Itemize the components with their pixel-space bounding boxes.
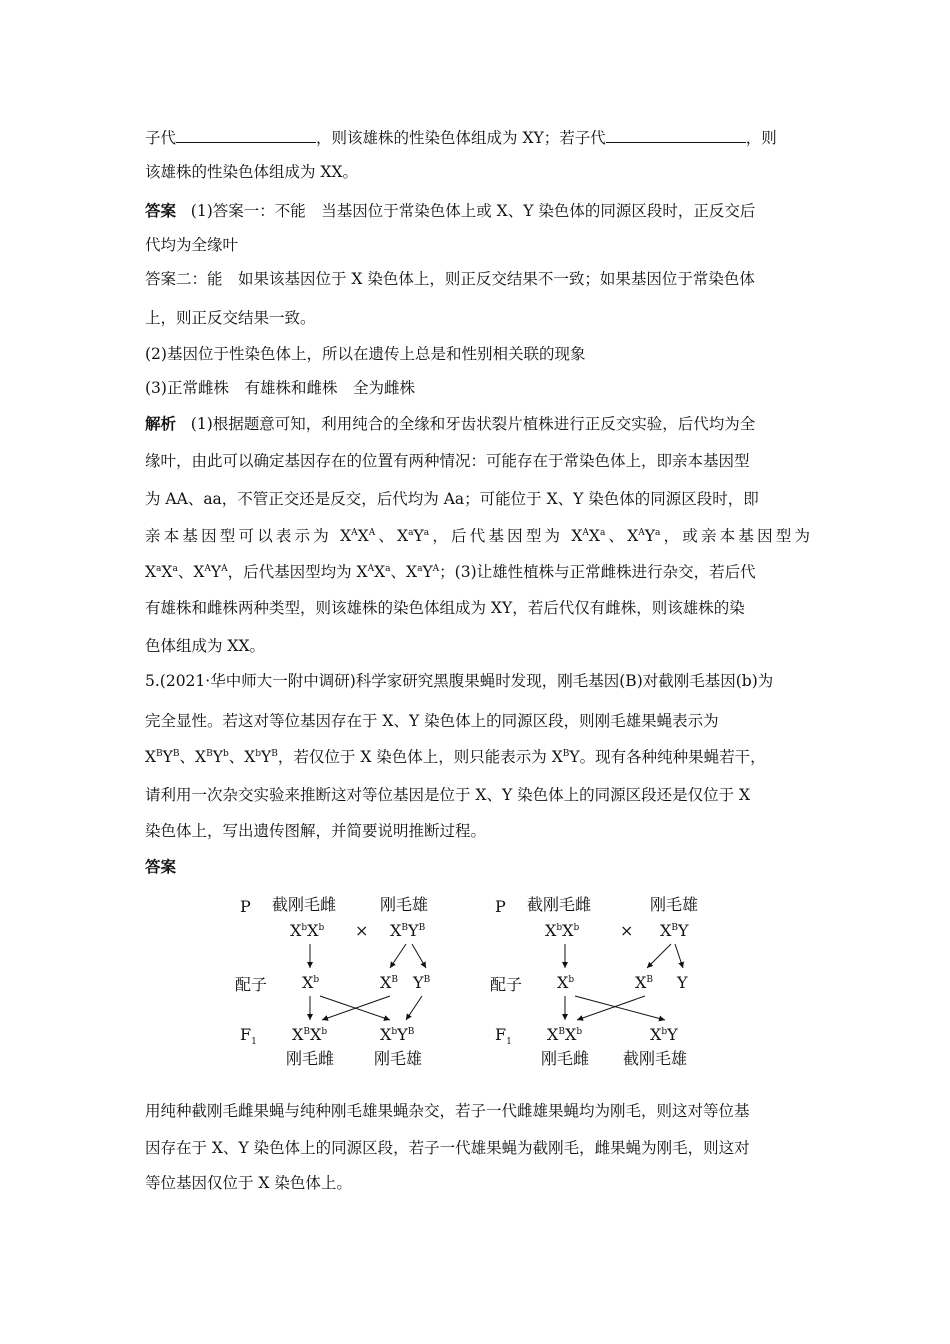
q5-line-3: $X^BY^B$、$X^BY^b$、$X^bY^B$，若仅位于 X 染色体上，则只能表示为 $X^BY$。现有各种纯种果蝇若干， [145,748,766,766]
q4-line-1 [145,127,810,149]
female-genotype: $X^bX^b$ [290,921,325,940]
analysis-line-6: 有雄株和雌株两种类型，则该雄株的染色体组成为 XY，若后代仅有雌株，则该雄株的染 [145,599,745,617]
f1-label: $F_1$ [495,1025,512,1047]
answer-line-5: (2)基因位于性染色体上，所以在遗传上总是和性别相关联的现象 [145,345,586,363]
p-label: P [240,897,251,916]
analysis-line-3: 为 AA、aa，不管正交还是反交，后代均为 Aa；可能位于 X、Y 染色体的同源区段时，即 [145,490,759,508]
gamete-male-y: Y [677,973,688,992]
f1-label: $F_1$ [240,1025,257,1047]
answer2-line-2: 因存在于 X、Y 染色体上的同源区段，若子一代雄果蝇为截刚毛，雌果蝇为刚毛，则这对 [145,1139,750,1157]
analysis-line-7: 色体组成为 XX。 [145,637,265,655]
cross-symbol: × [355,921,369,940]
q5-line-4: 请利用一次杂交实验来推断这对等位基因是位于 X、Y 染色体上的同源区段还是仅位于 X [145,786,751,804]
f1-female-phenotype: 刚毛雌 [541,1049,590,1068]
gamete-label: 配子 [490,975,523,994]
gamete-female: $X^b$ [302,973,320,992]
p-label: P [495,897,506,916]
answer-text: (1)答案一：不能 当基因位于常染色体上或 X、Y 染色体的同源区段时，正反交后 [190,202,756,220]
male-parent-label: 刚毛雄 [380,895,429,914]
f1-male-phenotype: 刚毛雄 [374,1049,423,1068]
left-cross-diagram [235,895,431,1068]
q4-text: 子代 [145,129,177,147]
answer-blank-1 [176,128,316,143]
answer-line-3: 答案二：能 如果该基因位于 X 染色体上，则正反交结果不一致；如果基因位于常染色体 [145,270,755,288]
answer-label: 答案 [145,201,177,220]
f1-female-genotype: $X^BX^b$ [547,1025,583,1044]
f1-male-genotype: $X^bY^B$ [380,1025,415,1044]
right-cross-diagram [490,895,698,1068]
gamete-male-y: $Y^B$ [413,973,431,992]
genetic-cross-diagram [230,888,750,1078]
answer-line-4: 上，则正反交结果一致。 [145,309,316,327]
answer-line-6: (3)正常雌株 有雄株和雌株 全为雌株 [145,379,415,397]
q5-line-5: 染色体上，写出遗传图解，并简要说明推断过程。 [145,822,487,840]
answer2-line-3: 等位基因仅位于 X 染色体上。 [145,1174,352,1192]
analysis-line-2: 缘叶，由此可以确定基因存在的位置有两种情况：可能存在于常染色体上，即亲本基因型 [145,452,750,470]
answer-blank-2 [606,128,746,143]
answer2-line-1: 用纯种截刚毛雌果蝇与纯种刚毛雄果蝇杂交，若子一代雌雄果蝇均为刚毛，则这对等位基 [145,1102,750,1120]
gamete-male-x: $X^B$ [380,973,399,992]
female-genotype: $X^bX^b$ [545,921,580,940]
cross-symbol: × [620,921,634,940]
f1-female-genotype: $X^BX^b$ [292,1025,328,1044]
q4-text: ，则该雄株的性染色体组成为 XY；若子代 [316,129,606,147]
analysis-line-4: 亲本基因型可以表示为 $X^AX^A$、$X^aY^a$，后代基因型为 $X^AX^a$、$X^AY^a$，或亲本基因型为 [145,527,810,545]
q4-line-2: 该雄株的性染色体组成为 XX。 [145,163,358,181]
q5-line-2: 完全显性。若这对等位基因存在于 X、Y 染色体上的同源区段，则刚毛雄果蝇表示为 [145,712,719,730]
f1-male-genotype: $X^bY$ [650,1025,678,1044]
analysis-label: 解析 [145,414,177,433]
female-parent-label: 截刚毛雌 [272,895,337,914]
analysis-text: (1)根据题意可知，利用纯合的全缘和牙齿状裂片植株进行正反交实验，后代均为全 [190,415,756,433]
answer-line-1 [145,200,810,222]
analysis-line-5: $X^aX^a$、$X^AY^A$，后代基因型均为 $X^AX^a$、$X^aY^A$；(3)让雄性植株与正常雌株进行杂交，若后代 [145,563,756,581]
analysis-line-1 [145,413,810,435]
q5-line-1: 5.(2021·华中师大一附中调研)科学家研究黑腹果蝇时发现，刚毛基因(B)对截刚毛基因(b)为 [145,672,774,690]
f1-female-phenotype: 刚毛雌 [286,1049,335,1068]
answer-line-2: 代均为全缘叶 [145,236,239,254]
answer2-label: 答案 [145,857,177,876]
male-parent-label: 刚毛雄 [650,895,699,914]
female-parent-label: 截刚毛雌 [527,895,592,914]
male-genotype: $X^BY$ [660,921,689,940]
f1-male-phenotype: 截刚毛雄 [623,1049,688,1068]
gamete-label: 配子 [235,975,268,994]
gamete-female: $X^b$ [557,973,575,992]
male-genotype: $X^BY^B$ [390,921,426,940]
gamete-male-x: $X^B$ [635,973,654,992]
q4-text: ，则 [745,129,777,147]
